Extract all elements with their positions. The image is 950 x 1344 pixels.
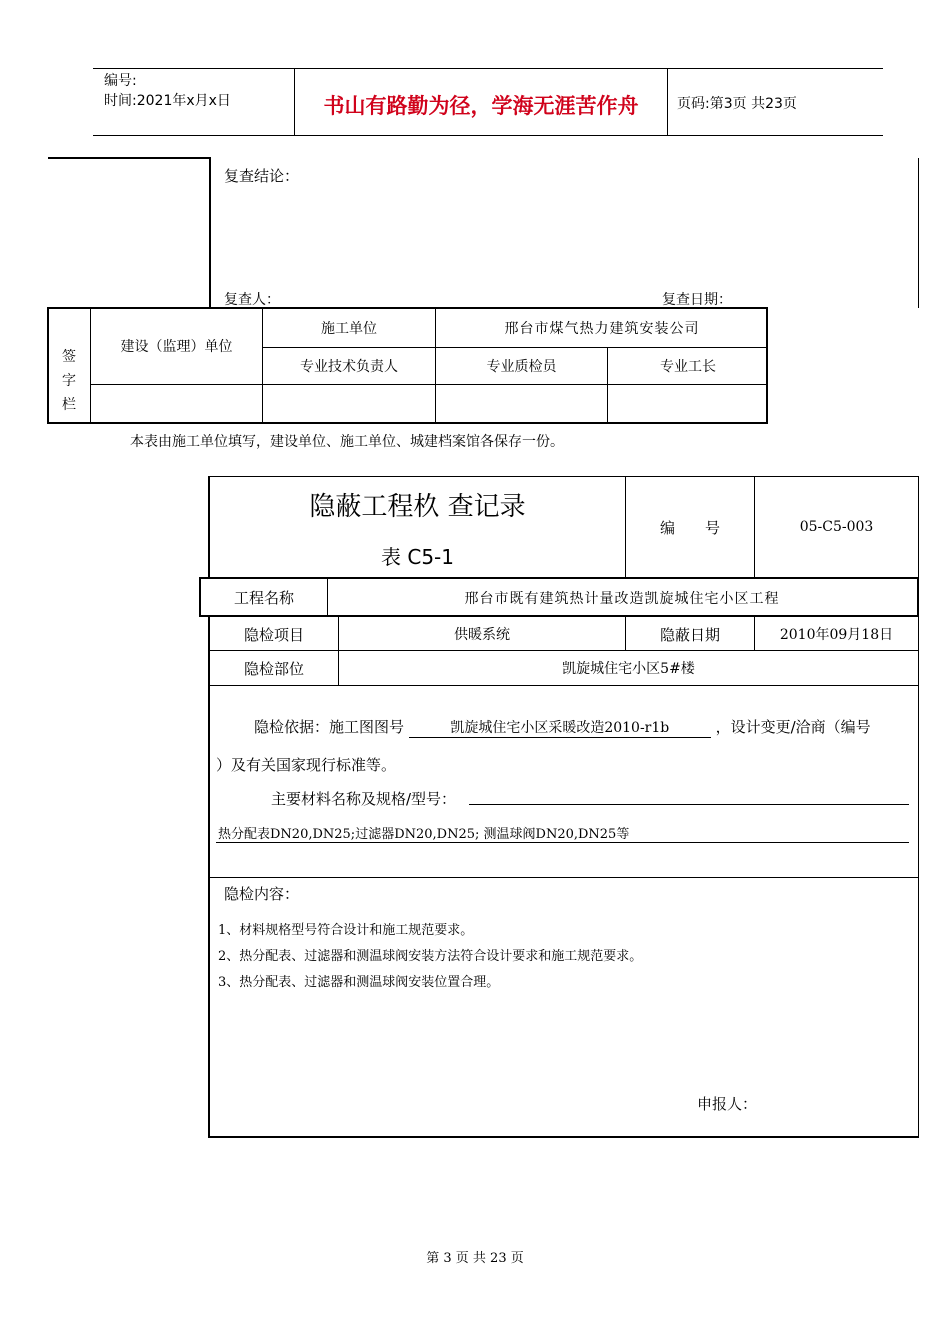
date-value: 2010年09月18日 (779, 627, 894, 643)
basis-drawing: 凯旋城住宅小区采暖改造2010-r1b (409, 717, 711, 738)
content-list (218, 918, 642, 996)
page-footer: 第 3 页 共 23 页 (426, 1251, 524, 1266)
project-value: 邢台市既有建筑热计量改造凯旋城住宅小区工程 (464, 590, 780, 607)
sign-side-label-1: 签 (62, 349, 76, 365)
tech-lead-label: 专业技术负责人 (300, 359, 398, 375)
materials-label: 主要材料名称及规格/型号： (271, 790, 457, 808)
basis-suffix: ，设计变更/洽商（编号 (715, 718, 871, 736)
location-value: 凯旋城住宅小区5#楼 (562, 661, 695, 677)
foreman-label: 专业工长 (660, 359, 716, 375)
storage-note: 本表由施工单位填写，建设单位、施工单位、城建档案馆各保存一份。 (130, 434, 564, 450)
reviewer-label: 复查人： (224, 292, 280, 308)
item-label: 隐检项目 (243, 625, 304, 644)
form-number-label: 编 号 (659, 518, 720, 537)
basis-prefix: 隐检依据：施工图图号 (254, 718, 405, 736)
content-item: 1、材料规格型号符合设计和施工规范要求。 (218, 923, 474, 938)
sign-side-label-3: 栏 (62, 397, 76, 413)
project-label: 工程名称 (233, 589, 294, 607)
basis-line-2: ）及有关国家现行标准等。 (216, 756, 397, 774)
content-item: 3、热分配表、过滤器和测温球阀安装位置合理。 (218, 975, 500, 990)
content-label: 隐检内容： (224, 885, 300, 903)
owner-label: 建设（监理）单位 (120, 339, 233, 355)
header-motto: 书山有路勤为径，学海无涯苦作舟 (323, 94, 639, 118)
form-title: 隐蔽工程杦 查记录 (309, 492, 526, 522)
materials-value: 热分配表DN20,DN25;过滤器DN20,DN25; 测温球阀DN20,DN25等 (218, 827, 630, 842)
item-value: 供暖系统 (454, 627, 510, 643)
contractor-name: 邢台市煤气热力建筑安装公司 (504, 320, 700, 337)
basis-line-1 (254, 716, 871, 738)
review-conclusion-label: 复查结论： (224, 167, 300, 185)
date-label: 隐蔽日期 (659, 625, 720, 644)
quality-inspector-label: 专业质检员 (486, 359, 557, 375)
review-date-label: 复查日期： (662, 292, 732, 308)
sign-side-label-2: 字 (62, 373, 76, 389)
contractor-label: 施工单位 (321, 320, 377, 337)
form-subtitle: 表 C5-1 (381, 545, 454, 569)
reporter-label: 申报人： (697, 1095, 758, 1113)
content-item: 2、热分配表、过滤器和测温球阀安装方法符合设计要求和施工规范要求。 (218, 949, 643, 964)
header-time: 时间:2021年x月x日 (104, 93, 231, 109)
form-number-value: 05-C5-003 (799, 519, 874, 535)
header-number-label: 编号: (104, 73, 137, 89)
location-label: 隐检部位 (243, 659, 304, 678)
header-page-info: 页码:第3页 共23页 (677, 96, 797, 112)
